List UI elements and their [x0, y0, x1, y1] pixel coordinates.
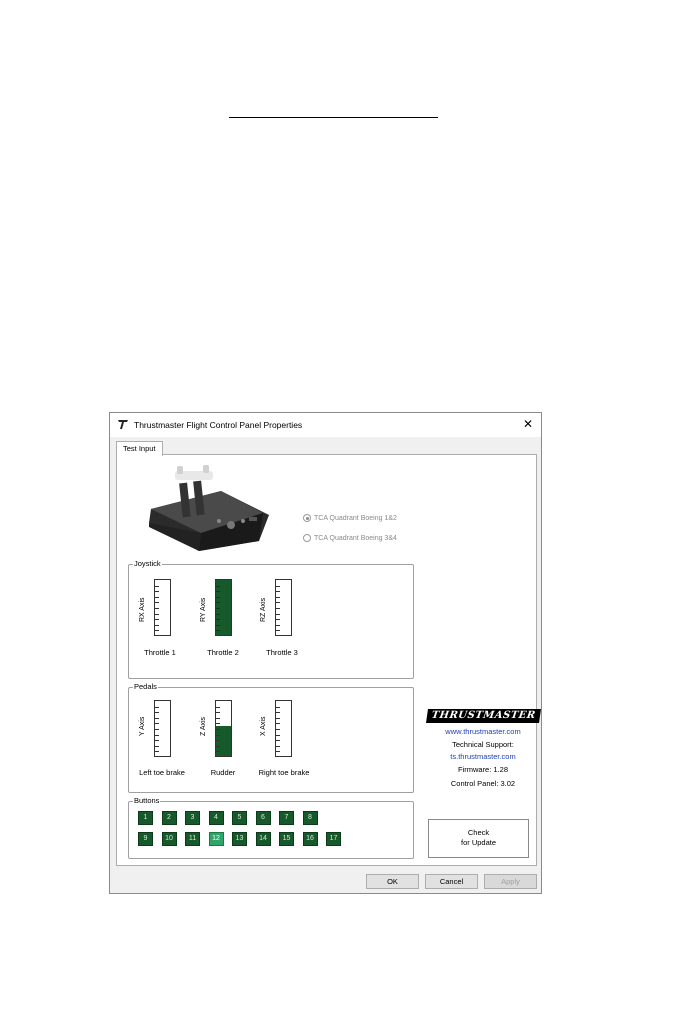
thrustmaster-app-icon — [117, 418, 129, 430]
axis-tick — [216, 602, 220, 603]
test-input-panel — [116, 454, 537, 866]
axis-tick — [276, 707, 280, 708]
y-axis-label: Y Axis — [139, 716, 146, 736]
axis-tick — [276, 614, 280, 615]
axis-tick — [155, 718, 159, 719]
left-toe-brake-caption: Left toe brake — [139, 768, 185, 777]
rx-axis-label: RX Axis — [139, 597, 146, 622]
buttons-group — [128, 796, 414, 859]
axis-tick — [276, 619, 280, 620]
axis-tick — [276, 735, 280, 736]
input-button-6: 6 — [256, 811, 271, 825]
radio-unselected-icon — [303, 534, 311, 542]
radio-selected-icon — [303, 514, 311, 522]
website-link[interactable]: www.thrustmaster.com — [445, 727, 521, 736]
axis-tick — [155, 712, 159, 713]
axis-tick — [276, 746, 280, 747]
axis-tick — [216, 586, 220, 587]
window-title: Thrustmaster Flight Control Panel Properties — [134, 420, 303, 430]
input-button-7: 7 — [279, 811, 294, 825]
axis-tick — [155, 723, 159, 724]
axis-tick — [216, 614, 220, 615]
axis-tick — [155, 740, 159, 741]
input-button-15: 15 — [279, 832, 294, 846]
rz-axis-label: RZ Axis — [260, 597, 267, 622]
axis-tick — [155, 625, 159, 626]
axis-tick — [216, 729, 220, 730]
support-label: Technical Support: — [452, 740, 514, 749]
input-button-17: 17 — [326, 832, 341, 846]
axis-tick — [276, 630, 280, 631]
throttle-1-caption: Throttle 1 — [144, 648, 176, 657]
right-toe-brake-caption: Right toe brake — [258, 768, 310, 777]
rudder-caption: Rudder — [210, 768, 236, 777]
title-bar[interactable] — [110, 413, 541, 437]
input-button-11: 11 — [185, 832, 200, 846]
axis-tick — [155, 619, 159, 620]
thrustmaster-logo: THRUSTMASTER — [426, 709, 541, 723]
axis-tick — [276, 597, 280, 598]
axis-tick — [276, 718, 280, 719]
page-rule — [229, 117, 438, 118]
input-button-3: 3 — [185, 811, 200, 825]
support-link[interactable]: ts.thrustmaster.com — [450, 752, 516, 761]
axis-tick — [216, 591, 220, 592]
properties-window — [109, 412, 542, 894]
axis-tick — [216, 608, 220, 609]
tab-test-input[interactable]: Test Input — [116, 441, 163, 456]
x-axis-bar — [275, 700, 292, 757]
input-button-12: 12 — [209, 832, 224, 846]
joystick-group-label: Joystick — [134, 559, 161, 568]
rx-axis-bar — [154, 579, 171, 636]
input-button-8: 8 — [303, 811, 318, 825]
axis-tick — [216, 746, 220, 747]
throttle-quadrant-image — [147, 461, 271, 551]
ry-axis-bar — [215, 579, 232, 636]
axis-tick — [155, 746, 159, 747]
axis-tick — [276, 751, 280, 752]
check-update-line1: Check — [467, 828, 490, 837]
input-button-10: 10 — [162, 832, 177, 846]
throttle-2-caption: Throttle 2 — [207, 648, 239, 657]
axis-tick — [276, 602, 280, 603]
axis-tick — [276, 729, 280, 730]
axis-tick — [216, 630, 220, 631]
throttle-3-caption: Throttle 3 — [266, 648, 298, 657]
input-button-2: 2 — [162, 811, 177, 825]
axis-tick — [155, 630, 159, 631]
joystick-group — [128, 559, 414, 679]
z-axis-bar — [215, 700, 232, 757]
axis-tick — [216, 740, 220, 741]
axis-tick — [276, 586, 280, 587]
axis-tick — [276, 608, 280, 609]
input-button-1: 1 — [138, 811, 153, 825]
x-axis-label: X Axis — [260, 716, 267, 736]
axis-tick — [276, 625, 280, 626]
input-button-5: 5 — [232, 811, 247, 825]
axis-tick — [216, 619, 220, 620]
axis-tick — [155, 591, 159, 592]
axis-tick — [216, 597, 220, 598]
axis-tick — [216, 712, 220, 713]
axis-tick — [155, 751, 159, 752]
pedals-group — [128, 682, 414, 793]
axis-tick — [155, 602, 159, 603]
axis-tick — [276, 723, 280, 724]
check-update-line2: for Update — [460, 838, 497, 847]
axis-tick — [216, 751, 220, 752]
input-button-14: 14 — [256, 832, 271, 846]
device-option-3-4[interactable] — [303, 534, 397, 542]
axis-tick — [276, 712, 280, 713]
ry-axis-label: RY Axis — [200, 597, 207, 622]
axis-tick — [155, 608, 159, 609]
axis-tick — [155, 707, 159, 708]
axis-tick — [155, 729, 159, 730]
pedals-group-label: Pedals — [134, 682, 157, 691]
close-button[interactable]: ✕ — [522, 417, 534, 431]
input-button-13: 13 — [232, 832, 247, 846]
cancel-button[interactable]: Cancel — [425, 874, 478, 889]
control-panel-version: Control Panel: 3.02 — [450, 779, 516, 788]
axis-tick — [155, 597, 159, 598]
axis-tick — [155, 586, 159, 587]
apply-button[interactable]: Apply — [484, 874, 537, 889]
device-option-label: TCA Quadrant Boeing 1&2 — [314, 514, 397, 522]
z-axis-label: Z Axis — [200, 716, 207, 736]
buttons-group-label: Buttons — [134, 796, 160, 805]
device-option-1-2[interactable] — [303, 514, 397, 522]
axis-tick — [216, 718, 220, 719]
firmware-version: Firmware: 1.28 — [457, 765, 508, 774]
rz-axis-bar — [275, 579, 292, 636]
input-button-9: 9 — [138, 832, 153, 846]
check-for-update-button[interactable] — [428, 819, 529, 858]
input-button-4: 4 — [209, 811, 224, 825]
axis-tick — [155, 614, 159, 615]
input-button-16: 16 — [303, 832, 318, 846]
axis-tick — [276, 591, 280, 592]
axis-tick — [155, 735, 159, 736]
axis-tick — [216, 707, 220, 708]
device-option-label: TCA Quadrant Boeing 3&4 — [314, 534, 397, 542]
axis-tick — [216, 735, 220, 736]
axis-tick — [216, 625, 220, 626]
axis-tick — [276, 740, 280, 741]
axis-tick — [216, 723, 220, 724]
ok-button[interactable]: OK — [366, 874, 419, 889]
y-axis-bar — [154, 700, 171, 757]
